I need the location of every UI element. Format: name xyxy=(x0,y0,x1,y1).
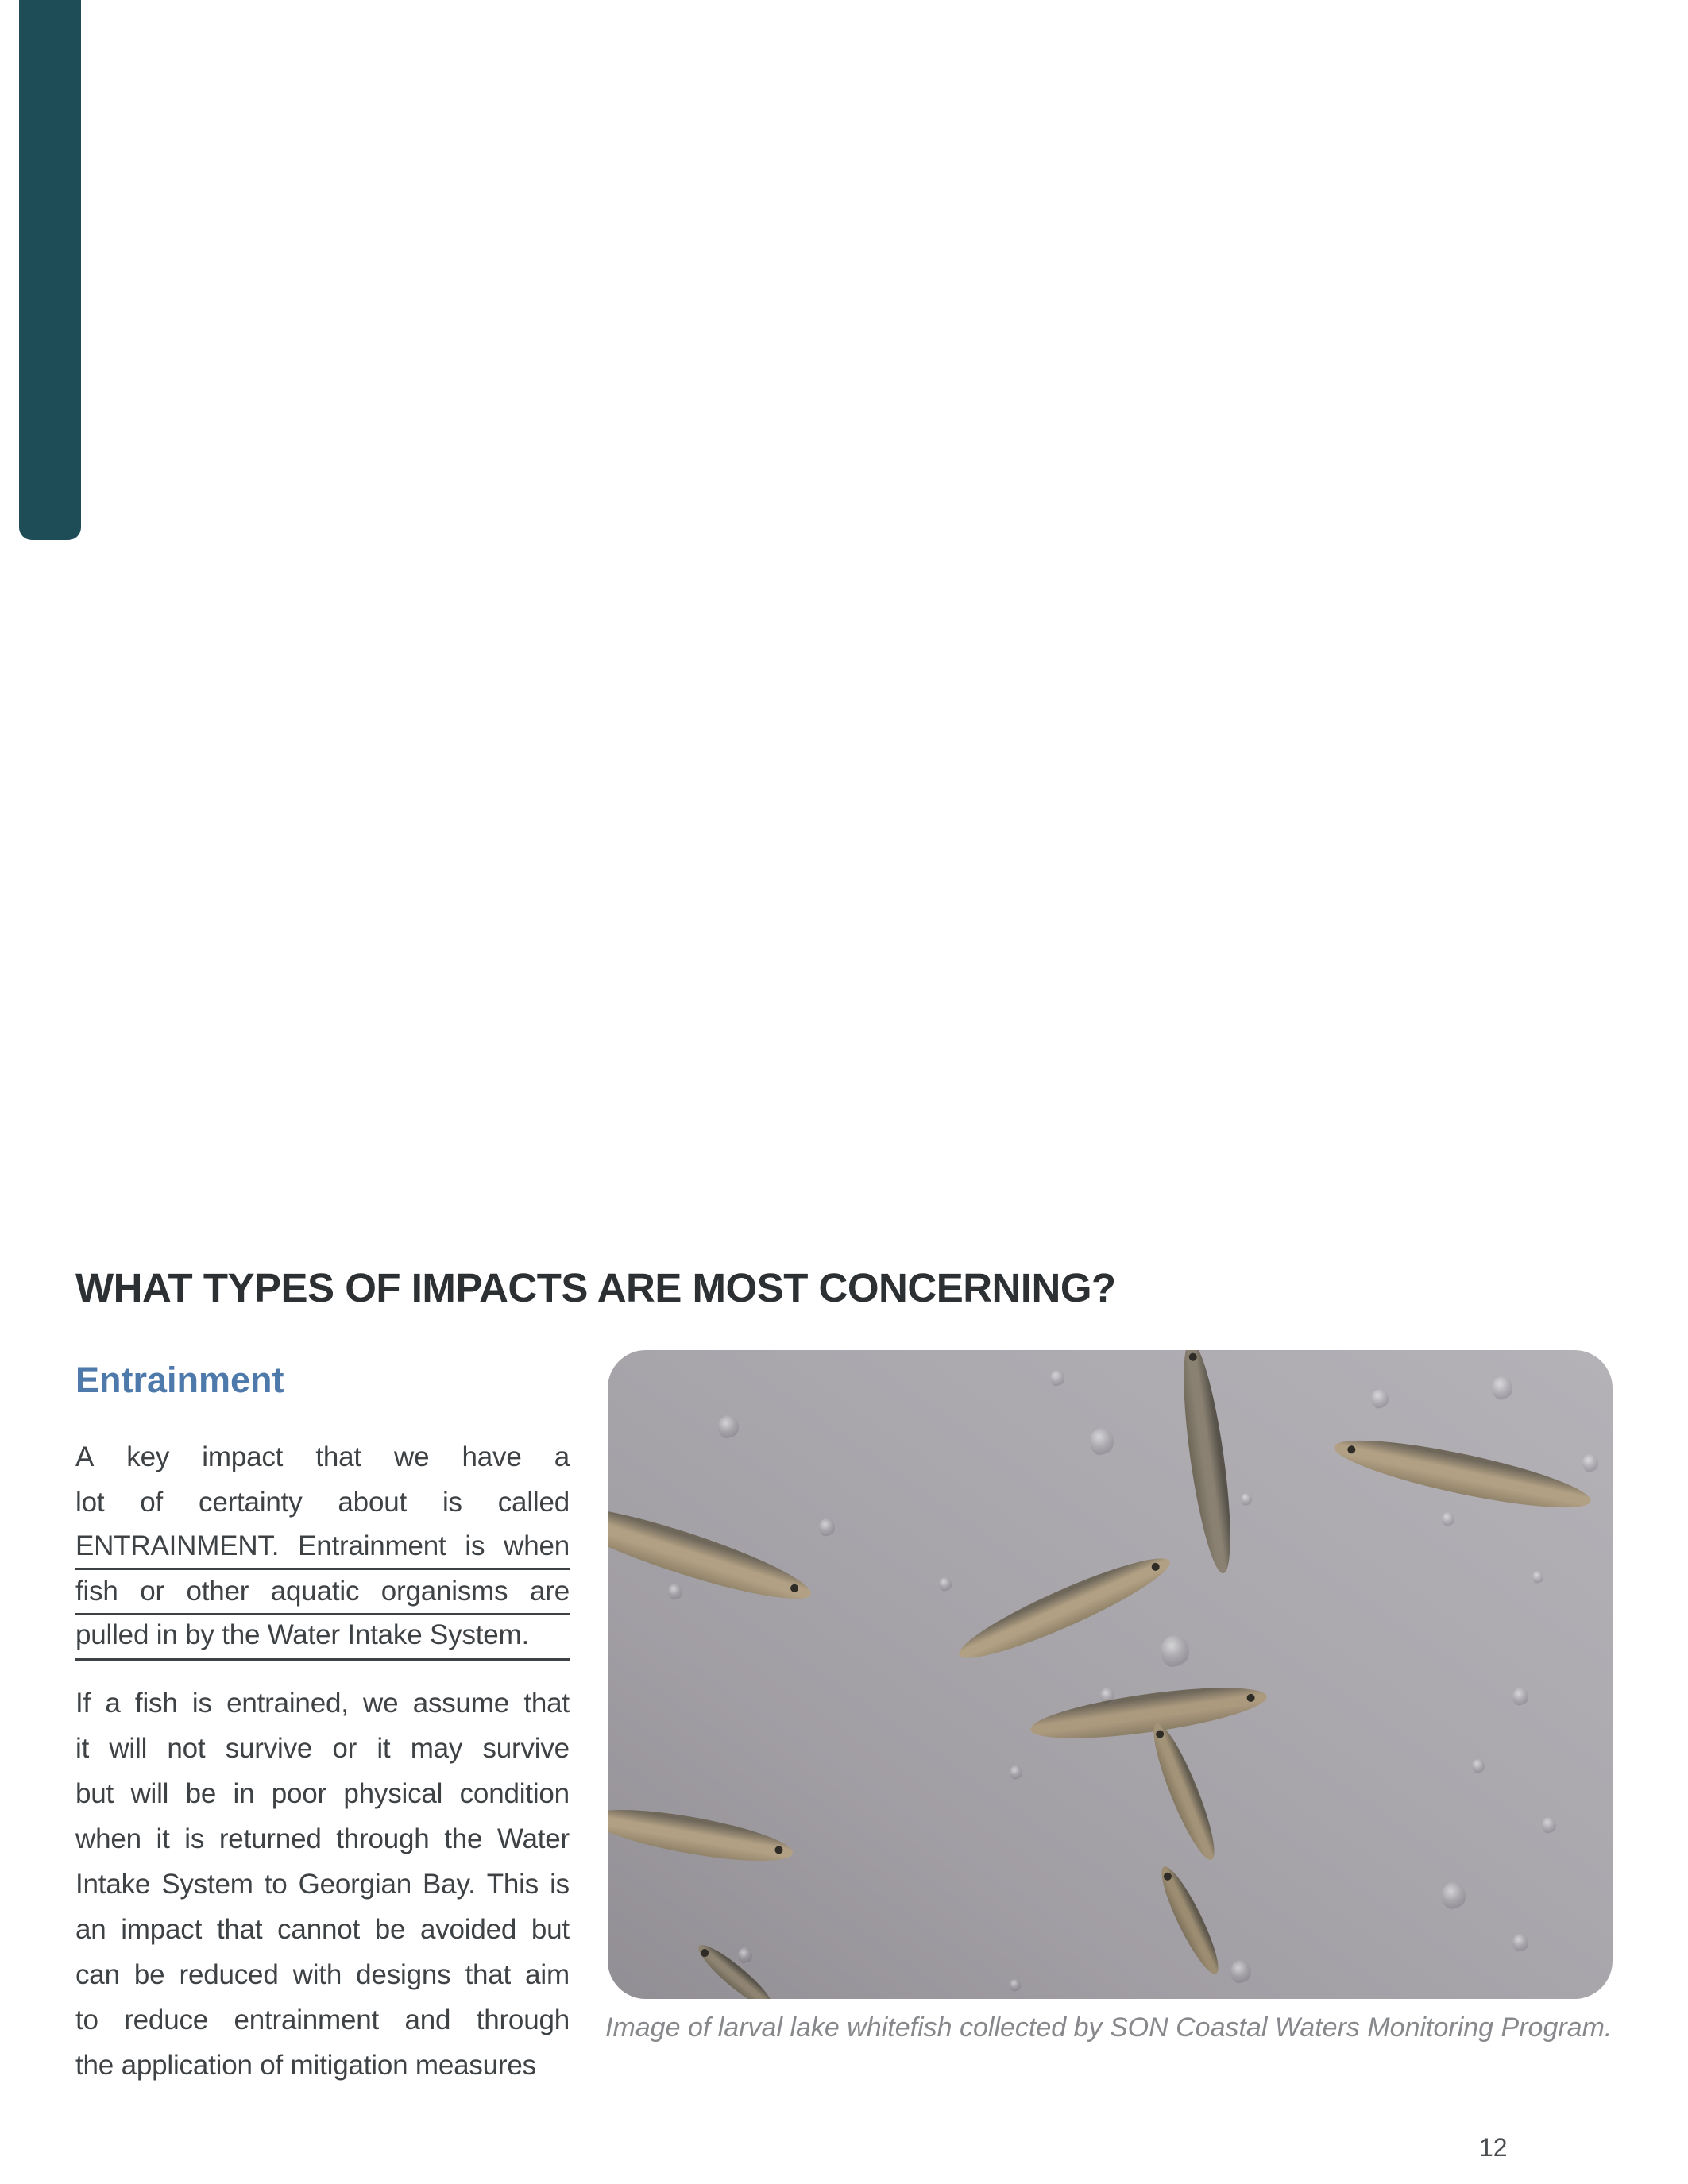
fish-eye xyxy=(790,1583,800,1593)
body-text-line: it will not survive or it may survive xyxy=(75,1733,570,1764)
larval-fish xyxy=(608,1800,796,1871)
water-droplet xyxy=(1512,1688,1528,1706)
water-droplet xyxy=(738,1947,752,1964)
body-text-line: fish or other aquatic organisms are xyxy=(75,1570,570,1615)
water-droplet xyxy=(1100,1688,1114,1704)
body-text-line: the application of mitigation measures xyxy=(75,2050,536,2081)
body-text-line: can be reduced with designs that aim xyxy=(75,1959,570,1990)
fish-eye xyxy=(1246,1694,1255,1703)
larval-fish xyxy=(1144,1719,1224,1865)
body-text-line: lot of certainty about is called xyxy=(75,1487,570,1518)
water-droplet xyxy=(1050,1370,1064,1387)
figure-caption: Image of larval lake whitefish collected by SON Coastal Waters Monitoring Program. xyxy=(605,2012,1613,2043)
water-droplet xyxy=(1512,1934,1528,1952)
water-droplet xyxy=(939,1577,952,1592)
larval-fish xyxy=(1330,1427,1594,1521)
body-text-line: to reduce entrainment and through xyxy=(75,2005,570,2035)
fish-eye xyxy=(1346,1445,1356,1454)
body-text-line: If a fish is entrained, we assume that xyxy=(75,1688,570,1719)
water-droplet xyxy=(1010,1765,1022,1780)
paragraph-entrainment-consequences xyxy=(75,1680,570,2088)
body-text-line: A key impact that we have a xyxy=(75,1441,570,1472)
paragraph-entrainment-definition xyxy=(75,1434,570,1661)
fish-eye xyxy=(1161,1870,1172,1881)
body-text-line: ENTRAINMENT. Entrainment is when xyxy=(75,1525,570,1570)
page-number: 12 xyxy=(1479,2133,1508,2162)
body-text-line: but will be in poor physical condition xyxy=(75,1778,570,1809)
water-droplet xyxy=(1542,1817,1556,1834)
water-droplet xyxy=(668,1584,682,1600)
fish-eye xyxy=(1154,1729,1165,1739)
water-droplet xyxy=(1492,1376,1512,1400)
body-text-line: an impact that cannot be avoided but xyxy=(75,1914,570,1945)
water-droplet xyxy=(1090,1428,1114,1456)
subheading-entrainment: Entrainment xyxy=(75,1360,284,1400)
larval-fish xyxy=(1028,1677,1269,1748)
fish-eye xyxy=(774,1846,783,1855)
larval-whitefish-photo xyxy=(608,1350,1613,1999)
water-droplet xyxy=(1442,1882,1466,1910)
water-droplet xyxy=(1442,1512,1454,1526)
water-droplet xyxy=(1472,1759,1485,1773)
fish-eye xyxy=(1150,1562,1161,1572)
larval-fish xyxy=(1153,1862,1226,1979)
water-droplet xyxy=(718,1415,739,1439)
water-droplet xyxy=(1582,1454,1598,1472)
water-droplet xyxy=(1161,1635,1189,1668)
larval-fish xyxy=(1174,1350,1240,1576)
larval-fish xyxy=(952,1545,1177,1672)
fish-eye xyxy=(1188,1352,1197,1361)
water-droplet xyxy=(1241,1493,1252,1506)
water-droplet xyxy=(1371,1389,1389,1409)
body-text-line: when it is returned through the Water xyxy=(75,1823,570,1854)
larval-fish xyxy=(608,1491,817,1614)
water-droplet xyxy=(819,1518,835,1537)
water-droplet xyxy=(1230,1960,1251,1984)
body-text-line: pulled in by the Water Intake System. xyxy=(75,1615,570,1661)
page-title: WHAT TYPES OF IMPACTS ARE MOST CONCERNING? xyxy=(75,1265,1116,1310)
section-accent-tab xyxy=(19,0,81,540)
water-droplet xyxy=(1010,1979,1021,1992)
larval-fish xyxy=(693,1939,779,1999)
water-droplet xyxy=(1532,1571,1543,1584)
fish-eye xyxy=(699,1947,710,1958)
body-text-line: Intake System to Georgian Bay. This is xyxy=(75,1869,570,1900)
